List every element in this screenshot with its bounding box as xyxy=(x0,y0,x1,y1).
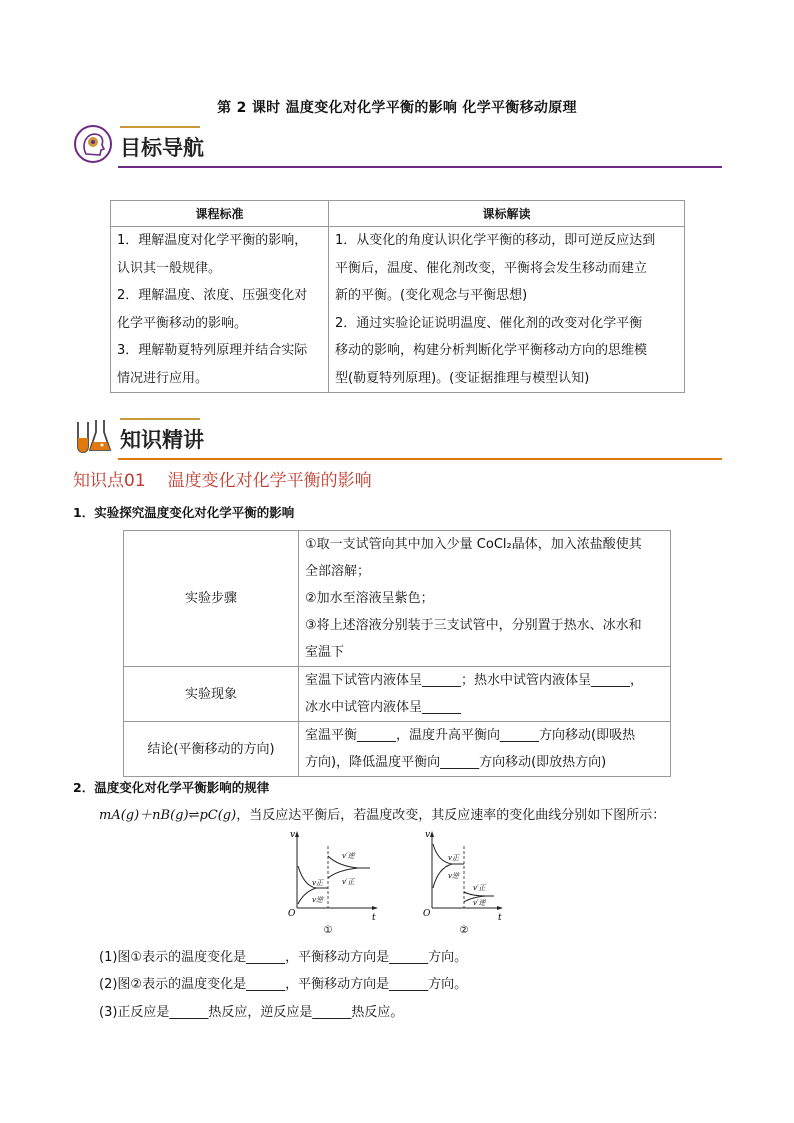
equation-text: ，当反应达平衡后，若温度改变，其反应速率的变化曲线分别如下图所示： xyxy=(236,808,666,823)
text-line: ③将上述溶液分别装于三支试管中，分别置于热水、冰水和 xyxy=(305,618,642,633)
x-arrow xyxy=(372,906,378,910)
row-content xyxy=(299,667,671,722)
text-line: 2．通过实验论证说明温度、催化剂的改变对化学平衡 xyxy=(335,315,643,331)
standards-cell xyxy=(111,227,329,393)
section-header-knowledge xyxy=(72,416,722,456)
table-header: 课程标准 xyxy=(111,201,329,227)
text-line: 2．理解温度、浓度、压强变化对 xyxy=(117,288,308,303)
reaction-equation xyxy=(99,804,665,823)
graph-1 xyxy=(288,830,378,936)
question: (1)图①表示的温度变化是______，平衡移动方向是______方向。 xyxy=(99,950,468,965)
head-brain-icon xyxy=(72,124,114,164)
row-label: 实验现象 xyxy=(124,667,299,722)
curve-label: v正 xyxy=(312,879,323,887)
rate-time-graphs xyxy=(280,826,520,936)
knowledge-point-title: 温度变化对化学平衡的影响 xyxy=(167,471,372,491)
y-arrow xyxy=(295,831,299,837)
graph-caption: ① xyxy=(323,925,333,936)
subheading: 2．温度变化对化学平衡影响的规律 xyxy=(73,780,270,795)
text-line: 3．理解勒夏特列原理并结合实际 xyxy=(117,343,308,358)
text-line: 室温下试管内液体呈______；热水中试管内液体呈______， xyxy=(305,673,644,688)
text-line: 室温平衡______，温度升高平衡向______方向移动(即吸热 xyxy=(305,728,636,743)
y-arrow xyxy=(430,831,434,837)
text-line: ①取一支试管向其中加入少量 CoCl₂晶体，加入浓盐酸使其 xyxy=(305,537,642,552)
text-line: 平衡后，温度、催化剂改变，平衡将会发生移动而建立 xyxy=(335,260,648,276)
flask-icon xyxy=(72,416,114,456)
question: (2)图②表示的温度变化是______，平衡移动方向是______方向。 xyxy=(99,977,468,992)
knowledge-point-heading xyxy=(73,466,372,491)
section-title: 目标导航 xyxy=(120,136,204,160)
curve-label: v′正 xyxy=(342,878,355,886)
axis-label-t: t xyxy=(498,913,502,923)
row-label: 结论(平衡移动的方向) xyxy=(124,722,299,777)
text-line: 型(勒夏特列原理)。(变证据推理与模型认知) xyxy=(335,370,590,386)
knowledge-point-number: 知识点01 xyxy=(73,471,146,491)
text-line: 1．理解温度对化学平衡的影响， xyxy=(117,233,308,248)
graph-2 xyxy=(423,830,503,936)
question: (3)正反应是______热反应，逆反应是______热反应。 xyxy=(99,1005,404,1020)
page-title: 第 2 课时 温度变化对化学平衡的影响 化学平衡移动原理 xyxy=(217,100,577,116)
subheading: 1．实验探究温度变化对化学平衡的影响 xyxy=(73,505,295,520)
x-arrow xyxy=(497,906,503,910)
text-line: 室温下 xyxy=(305,645,345,660)
curve-label: v正 xyxy=(448,854,459,862)
axis-label-v: v xyxy=(425,830,431,840)
section-title: 知识精讲 xyxy=(120,428,204,452)
curve-label: v逆 xyxy=(448,872,459,880)
text-line: ②加水至溶液呈紫色； xyxy=(305,591,434,606)
experiment-table xyxy=(123,530,671,777)
text-line: 新的平衡。(变化观念与平衡思想) xyxy=(335,288,528,303)
row-label: 实验步骤 xyxy=(124,531,299,667)
section-underline xyxy=(118,166,722,168)
axis-label-t: t xyxy=(372,913,376,923)
curve-label: v′逆 xyxy=(342,852,355,860)
row-content xyxy=(299,722,671,777)
reaction-formula: mA(g)＋nB(g)⇌pC(g) xyxy=(99,808,237,823)
origin-label: O xyxy=(288,909,296,919)
text-line: 全部溶解； xyxy=(305,564,371,579)
text-line: 化学平衡移动的影响。 xyxy=(117,315,248,331)
decorative-line xyxy=(120,418,200,420)
text-line: 移动的影响，构建分析判断化学平衡移动方向的思维模 xyxy=(335,343,648,358)
text-line: 方向)，降低温度平衡向______方向移动(即放热方向) xyxy=(305,755,607,770)
text-line: 情况进行应用。 xyxy=(117,370,209,386)
section-underline xyxy=(118,458,722,460)
text-line: 1．从变化的角度认识化学平衡的移动，即可逆反应达到 xyxy=(335,233,656,248)
text-line: 冰水中试管内液体呈______ xyxy=(305,700,462,715)
standards-table xyxy=(110,200,685,393)
row-content xyxy=(299,531,671,667)
section-header-goals xyxy=(72,124,722,164)
table-header: 课标解读 xyxy=(329,201,685,227)
interpretation-cell xyxy=(329,227,685,393)
curve-label: v′正 xyxy=(473,884,486,892)
graph-caption: ② xyxy=(459,925,469,936)
axis-label-v: v xyxy=(290,830,296,840)
text-line: 认识其一般规律。 xyxy=(117,260,222,276)
curve-label: v逆 xyxy=(312,896,323,904)
origin-label: O xyxy=(423,909,431,919)
curve-label: v′逆 xyxy=(473,899,486,907)
decorative-line xyxy=(120,126,200,128)
